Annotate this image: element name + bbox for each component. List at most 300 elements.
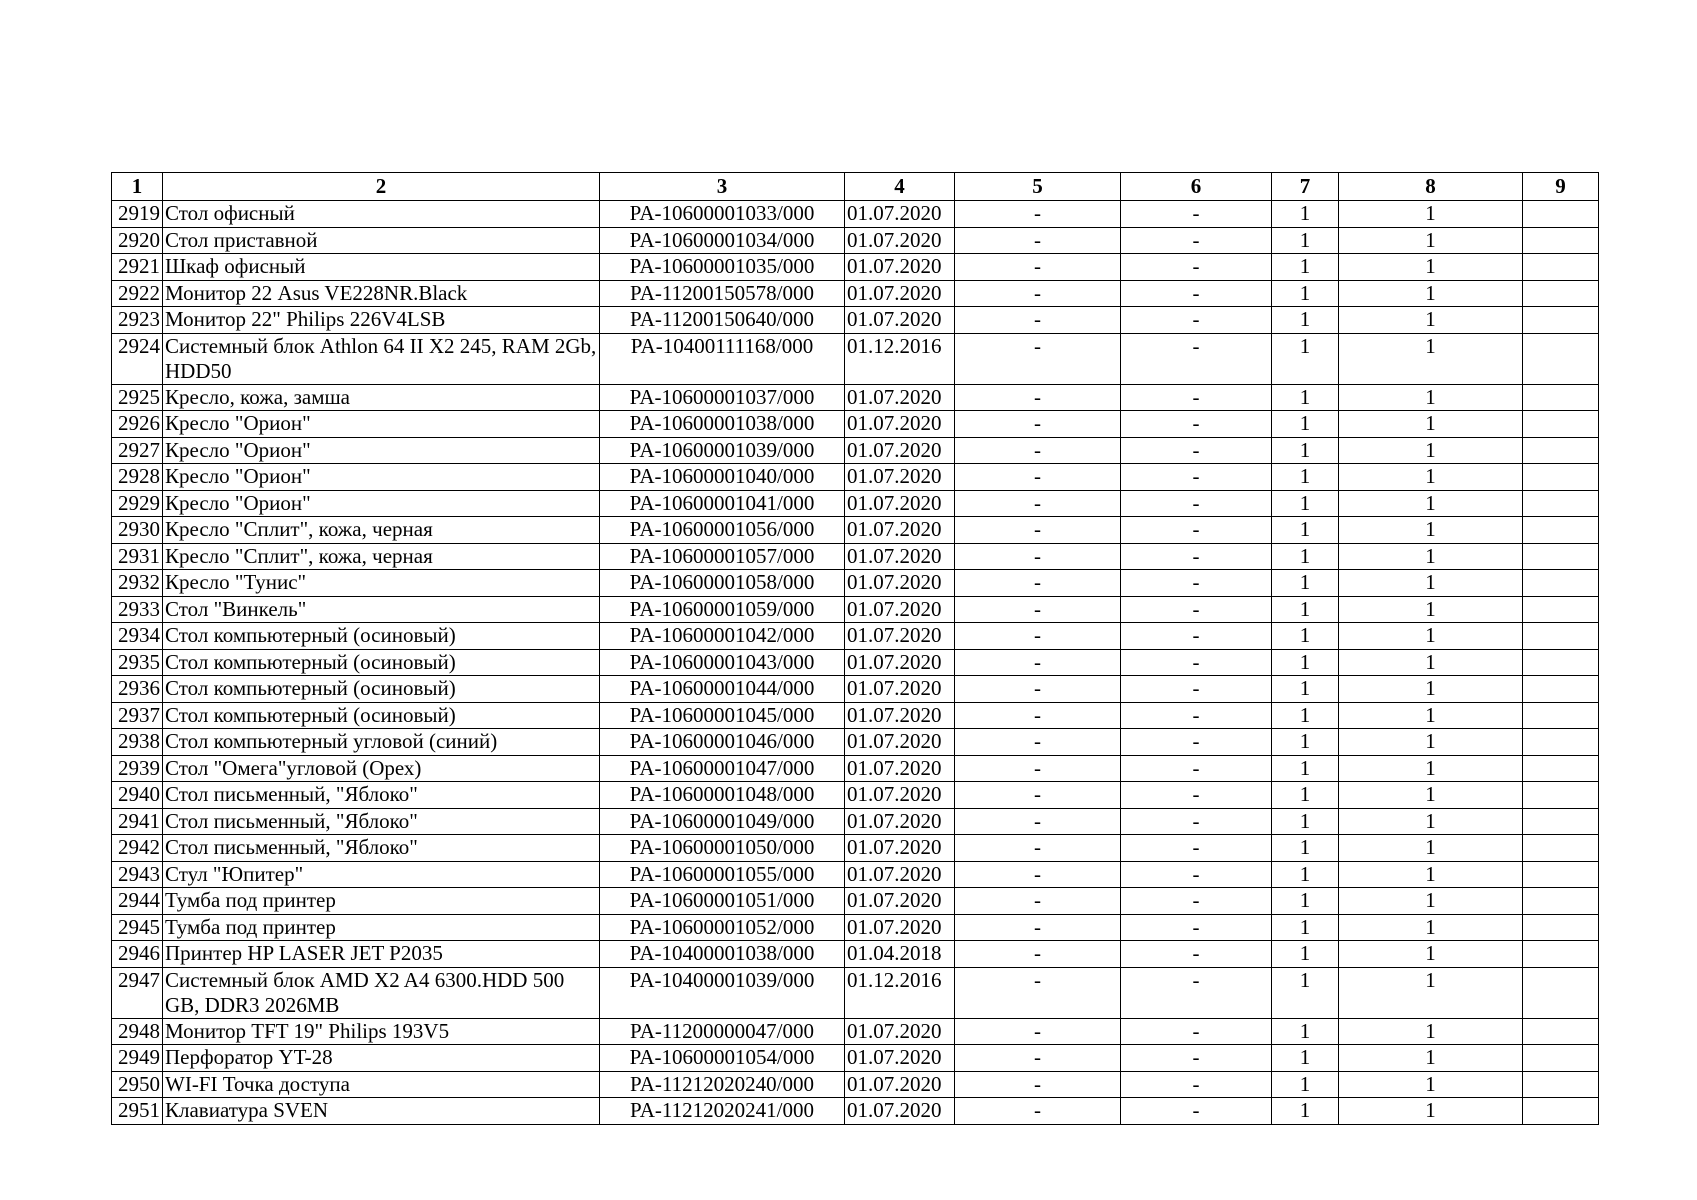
cell-col-8: 1	[1339, 254, 1523, 281]
table-row	[112, 914, 1599, 941]
cell-date: 01.07.2020	[845, 888, 955, 915]
cell-inventory-number: PA-10400001038/000	[600, 941, 845, 968]
cell-col-6: -	[1121, 835, 1272, 862]
cell-col-7: 1	[1272, 861, 1339, 888]
cell-col-7: 1	[1272, 755, 1339, 782]
cell-col-7: 1	[1272, 201, 1339, 228]
cell-date: 01.07.2020	[845, 570, 955, 597]
cell-col-5: -	[955, 782, 1121, 809]
cell-col-5: -	[955, 464, 1121, 491]
cell-date: 01.07.2020	[845, 782, 955, 809]
cell-col-6: -	[1121, 782, 1272, 809]
cell-item-name: Принтер HP LASER JET P2035	[163, 941, 600, 968]
cell-item-name: Стол письменный, "Яблоко"	[163, 835, 600, 862]
table-row	[112, 411, 1599, 438]
cell-inventory-number: PA-10600001046/000	[600, 729, 845, 756]
cell-col-7: 1	[1272, 333, 1339, 384]
cell-col-8: 1	[1339, 333, 1523, 384]
cell-item-name: Кресло, кожа, замша	[163, 384, 600, 411]
cell-col-6: -	[1121, 1071, 1272, 1098]
cell-col-9	[1523, 201, 1599, 228]
cell-row-number: 2933	[112, 596, 163, 623]
cell-col-8: 1	[1339, 411, 1523, 438]
cell-col-6: -	[1121, 967, 1272, 1018]
cell-col-9	[1523, 702, 1599, 729]
table-row	[112, 1018, 1599, 1045]
cell-item-name: Системный блок Athlon 64 II X2 245, RAM 2Gb, HDD50	[163, 333, 600, 384]
cell-col-7: 1	[1272, 888, 1339, 915]
cell-row-number: 2924	[112, 333, 163, 384]
cell-inventory-number: PA-10600001048/000	[600, 782, 845, 809]
cell-col-9	[1523, 411, 1599, 438]
cell-date: 01.07.2020	[845, 755, 955, 782]
cell-date: 01.07.2020	[845, 702, 955, 729]
cell-col-7: 1	[1272, 596, 1339, 623]
cell-row-number: 2929	[112, 490, 163, 517]
cell-inventory-number: PA-11200150640/000	[600, 307, 845, 334]
cell-date: 01.07.2020	[845, 1071, 955, 1098]
cell-item-name: Кресло "Орион"	[163, 490, 600, 517]
cell-col-7: 1	[1272, 623, 1339, 650]
cell-col-5: -	[955, 596, 1121, 623]
cell-col-7: 1	[1272, 437, 1339, 464]
cell-col-7: 1	[1272, 835, 1339, 862]
cell-row-number: 2937	[112, 702, 163, 729]
cell-col-8: 1	[1339, 808, 1523, 835]
cell-row-number: 2951	[112, 1098, 163, 1125]
cell-row-number: 2946	[112, 941, 163, 968]
cell-row-number: 2922	[112, 280, 163, 307]
cell-col-9	[1523, 280, 1599, 307]
cell-item-name: Стол письменный, "Яблоко"	[163, 782, 600, 809]
cell-date: 01.07.2020	[845, 1098, 955, 1125]
cell-row-number: 2925	[112, 384, 163, 411]
cell-col-9	[1523, 437, 1599, 464]
cell-date: 01.07.2020	[845, 517, 955, 544]
cell-col-5: -	[955, 570, 1121, 597]
cell-item-name: Тумба под принтер	[163, 888, 600, 915]
table-row	[112, 280, 1599, 307]
cell-row-number: 2942	[112, 835, 163, 862]
header-cell-7: 7	[1272, 173, 1339, 201]
cell-col-8: 1	[1339, 623, 1523, 650]
cell-item-name: Монитор 22" Philips 226V4LSB	[163, 307, 600, 334]
table-row	[112, 676, 1599, 703]
cell-item-name: Кресло "Орион"	[163, 464, 600, 491]
table-row	[112, 384, 1599, 411]
cell-col-8: 1	[1339, 490, 1523, 517]
cell-col-5: -	[955, 702, 1121, 729]
cell-row-number: 2928	[112, 464, 163, 491]
cell-col-6: -	[1121, 517, 1272, 544]
cell-date: 01.07.2020	[845, 1045, 955, 1072]
cell-col-5: -	[955, 914, 1121, 941]
cell-date: 01.04.2018	[845, 941, 955, 968]
cell-inventory-number: PA-10600001050/000	[600, 835, 845, 862]
table-row	[112, 729, 1599, 756]
cell-col-5: -	[955, 411, 1121, 438]
cell-col-7: 1	[1272, 570, 1339, 597]
cell-col-5: -	[955, 623, 1121, 650]
cell-col-9	[1523, 914, 1599, 941]
cell-inventory-number: PA-10600001042/000	[600, 623, 845, 650]
cell-col-6: -	[1121, 464, 1272, 491]
cell-col-5: -	[955, 333, 1121, 384]
cell-col-5: -	[955, 227, 1121, 254]
cell-inventory-number: PA-10600001035/000	[600, 254, 845, 281]
table-row	[112, 543, 1599, 570]
cell-col-5: -	[955, 517, 1121, 544]
cell-date: 01.07.2020	[845, 861, 955, 888]
cell-col-9	[1523, 1071, 1599, 1098]
cell-row-number: 2950	[112, 1071, 163, 1098]
cell-inventory-number: PA-11200000047/000	[600, 1018, 845, 1045]
cell-col-7: 1	[1272, 914, 1339, 941]
cell-col-7: 1	[1272, 1098, 1339, 1125]
header-cell-2: 2	[163, 173, 600, 201]
header-cell-4: 4	[845, 173, 955, 201]
cell-col-5: -	[955, 201, 1121, 228]
table-row	[112, 861, 1599, 888]
cell-col-7: 1	[1272, 702, 1339, 729]
cell-col-6: -	[1121, 384, 1272, 411]
cell-col-6: -	[1121, 861, 1272, 888]
cell-col-6: -	[1121, 333, 1272, 384]
cell-inventory-number: PA-10600001049/000	[600, 808, 845, 835]
cell-date: 01.07.2020	[845, 543, 955, 570]
table-row	[112, 835, 1599, 862]
cell-col-5: -	[955, 967, 1121, 1018]
cell-col-5: -	[955, 676, 1121, 703]
cell-item-name: Стол компьютерный угловой (синий)	[163, 729, 600, 756]
cell-inventory-number: PA-10600001037/000	[600, 384, 845, 411]
cell-col-5: -	[955, 941, 1121, 968]
cell-col-9	[1523, 861, 1599, 888]
cell-date: 01.07.2020	[845, 835, 955, 862]
cell-col-6: -	[1121, 941, 1272, 968]
cell-item-name: Стол компьютерный (осиновый)	[163, 623, 600, 650]
cell-col-8: 1	[1339, 280, 1523, 307]
cell-col-6: -	[1121, 755, 1272, 782]
cell-col-6: -	[1121, 1098, 1272, 1125]
table-row	[112, 517, 1599, 544]
cell-col-9	[1523, 464, 1599, 491]
header-cell-6: 6	[1121, 173, 1272, 201]
table-row	[112, 782, 1599, 809]
cell-col-9	[1523, 623, 1599, 650]
cell-col-6: -	[1121, 702, 1272, 729]
cell-col-7: 1	[1272, 490, 1339, 517]
cell-col-8: 1	[1339, 227, 1523, 254]
cell-col-7: 1	[1272, 517, 1339, 544]
cell-col-8: 1	[1339, 1071, 1523, 1098]
cell-row-number: 2920	[112, 227, 163, 254]
cell-col-7: 1	[1272, 967, 1339, 1018]
cell-row-number: 2938	[112, 729, 163, 756]
cell-item-name: Кресло "Сплит", кожа, черная	[163, 517, 600, 544]
table-body	[112, 201, 1599, 1125]
cell-date: 01.07.2020	[845, 1018, 955, 1045]
cell-row-number: 2940	[112, 782, 163, 809]
cell-inventory-number: PA-10600001058/000	[600, 570, 845, 597]
header-row	[112, 173, 1599, 201]
cell-item-name: Кресло "Орион"	[163, 437, 600, 464]
cell-col-5: -	[955, 543, 1121, 570]
cell-inventory-number: PA-10600001040/000	[600, 464, 845, 491]
cell-col-6: -	[1121, 914, 1272, 941]
cell-inventory-number: PA-10600001055/000	[600, 861, 845, 888]
cell-date: 01.07.2020	[845, 254, 955, 281]
cell-inventory-number: PA-10600001052/000	[600, 914, 845, 941]
cell-col-9	[1523, 1045, 1599, 1072]
table-row	[112, 254, 1599, 281]
cell-col-8: 1	[1339, 835, 1523, 862]
table-row	[112, 570, 1599, 597]
cell-col-8: 1	[1339, 570, 1523, 597]
header-cell-8: 8	[1339, 173, 1523, 201]
cell-col-6: -	[1121, 729, 1272, 756]
cell-row-number: 2948	[112, 1018, 163, 1045]
table-row	[112, 307, 1599, 334]
cell-col-6: -	[1121, 437, 1272, 464]
cell-col-9	[1523, 835, 1599, 862]
cell-date: 01.07.2020	[845, 227, 955, 254]
cell-date: 01.12.2016	[845, 967, 955, 1018]
table-row	[112, 623, 1599, 650]
cell-item-name: Стол приставной	[163, 227, 600, 254]
table-row	[112, 967, 1599, 1018]
cell-col-5: -	[955, 835, 1121, 862]
cell-col-8: 1	[1339, 307, 1523, 334]
cell-row-number: 2932	[112, 570, 163, 597]
cell-row-number: 2934	[112, 623, 163, 650]
cell-date: 01.07.2020	[845, 729, 955, 756]
cell-col-8: 1	[1339, 729, 1523, 756]
cell-col-7: 1	[1272, 280, 1339, 307]
cell-col-8: 1	[1339, 1045, 1523, 1072]
cell-col-8: 1	[1339, 782, 1523, 809]
cell-col-5: -	[955, 649, 1121, 676]
cell-row-number: 2944	[112, 888, 163, 915]
cell-col-6: -	[1121, 307, 1272, 334]
cell-row-number: 2930	[112, 517, 163, 544]
cell-col-9	[1523, 649, 1599, 676]
cell-col-7: 1	[1272, 254, 1339, 281]
cell-row-number: 2945	[112, 914, 163, 941]
inventory-table	[111, 172, 1599, 1125]
cell-item-name: Стол "Омега"угловой (Орех)	[163, 755, 600, 782]
cell-inventory-number: PA-10600001054/000	[600, 1045, 845, 1072]
cell-col-9	[1523, 808, 1599, 835]
cell-row-number: 2919	[112, 201, 163, 228]
cell-col-5: -	[955, 437, 1121, 464]
cell-item-name: Стол компьютерный (осиновый)	[163, 702, 600, 729]
cell-col-7: 1	[1272, 411, 1339, 438]
cell-col-7: 1	[1272, 543, 1339, 570]
cell-date: 01.07.2020	[845, 623, 955, 650]
cell-date: 01.07.2020	[845, 914, 955, 941]
cell-col-9	[1523, 596, 1599, 623]
cell-inventory-number: PA-10600001057/000	[600, 543, 845, 570]
cell-col-5: -	[955, 729, 1121, 756]
table-row	[112, 596, 1599, 623]
cell-inventory-number: PA-10600001034/000	[600, 227, 845, 254]
cell-inventory-number: PA-10400111168/000	[600, 333, 845, 384]
table-row	[112, 464, 1599, 491]
cell-col-5: -	[955, 755, 1121, 782]
cell-col-5: -	[955, 384, 1121, 411]
cell-col-7: 1	[1272, 941, 1339, 968]
table-row	[112, 702, 1599, 729]
cell-col-8: 1	[1339, 596, 1523, 623]
cell-col-9	[1523, 1098, 1599, 1125]
cell-col-6: -	[1121, 411, 1272, 438]
cell-col-5: -	[955, 808, 1121, 835]
cell-col-8: 1	[1339, 384, 1523, 411]
cell-col-9	[1523, 1018, 1599, 1045]
cell-col-8: 1	[1339, 437, 1523, 464]
cell-col-7: 1	[1272, 1018, 1339, 1045]
cell-date: 01.07.2020	[845, 307, 955, 334]
cell-col-8: 1	[1339, 861, 1523, 888]
cell-col-8: 1	[1339, 914, 1523, 941]
cell-item-name: Кресло "Тунис"	[163, 570, 600, 597]
cell-col-7: 1	[1272, 649, 1339, 676]
cell-row-number: 2921	[112, 254, 163, 281]
cell-col-6: -	[1121, 1018, 1272, 1045]
cell-item-name: Монитор 22 Asus VE228NR.Black	[163, 280, 600, 307]
cell-col-5: -	[955, 307, 1121, 334]
cell-col-7: 1	[1272, 307, 1339, 334]
cell-col-9	[1523, 941, 1599, 968]
cell-row-number: 2923	[112, 307, 163, 334]
cell-date: 01.07.2020	[845, 490, 955, 517]
cell-col-7: 1	[1272, 808, 1339, 835]
cell-inventory-number: PA-10600001045/000	[600, 702, 845, 729]
cell-col-6: -	[1121, 1045, 1272, 1072]
cell-col-9	[1523, 570, 1599, 597]
cell-date: 01.07.2020	[845, 464, 955, 491]
cell-col-8: 1	[1339, 1098, 1523, 1125]
table-row	[112, 941, 1599, 968]
cell-date: 01.07.2020	[845, 437, 955, 464]
cell-item-name: Перфоратор YT-28	[163, 1045, 600, 1072]
cell-col-9	[1523, 967, 1599, 1018]
cell-item-name: Стол офисный	[163, 201, 600, 228]
cell-row-number: 2949	[112, 1045, 163, 1072]
table-row	[112, 649, 1599, 676]
cell-col-9	[1523, 227, 1599, 254]
cell-col-6: -	[1121, 543, 1272, 570]
cell-row-number: 2926	[112, 411, 163, 438]
cell-col-9	[1523, 543, 1599, 570]
header-cell-1: 1	[112, 173, 163, 201]
cell-col-5: -	[955, 490, 1121, 517]
cell-col-8: 1	[1339, 517, 1523, 544]
cell-col-8: 1	[1339, 941, 1523, 968]
cell-item-name: Кресло "Орион"	[163, 411, 600, 438]
cell-col-7: 1	[1272, 1045, 1339, 1072]
cell-col-7: 1	[1272, 384, 1339, 411]
cell-col-9	[1523, 333, 1599, 384]
cell-col-8: 1	[1339, 649, 1523, 676]
cell-row-number: 2941	[112, 808, 163, 835]
table-row	[112, 227, 1599, 254]
cell-col-6: -	[1121, 888, 1272, 915]
cell-item-name: Клавиатура SVEN	[163, 1098, 600, 1125]
cell-inventory-number: PA-11212020240/000	[600, 1071, 845, 1098]
cell-col-8: 1	[1339, 543, 1523, 570]
cell-col-6: -	[1121, 570, 1272, 597]
table-row	[112, 333, 1599, 384]
cell-col-5: -	[955, 888, 1121, 915]
cell-col-6: -	[1121, 649, 1272, 676]
cell-col-5: -	[955, 254, 1121, 281]
cell-item-name: Стул "Юпитер"	[163, 861, 600, 888]
cell-col-5: -	[955, 1018, 1121, 1045]
cell-inventory-number: PA-10600001047/000	[600, 755, 845, 782]
cell-row-number: 2936	[112, 676, 163, 703]
table-row	[112, 1071, 1599, 1098]
cell-col-8: 1	[1339, 676, 1523, 703]
cell-col-9	[1523, 307, 1599, 334]
cell-date: 01.12.2016	[845, 333, 955, 384]
cell-col-9	[1523, 782, 1599, 809]
cell-col-8: 1	[1339, 967, 1523, 1018]
cell-col-9	[1523, 517, 1599, 544]
cell-row-number: 2947	[112, 967, 163, 1018]
cell-inventory-number: PA-10600001056/000	[600, 517, 845, 544]
cell-col-6: -	[1121, 227, 1272, 254]
cell-item-name: Стол компьютерный (осиновый)	[163, 676, 600, 703]
header-cell-3: 3	[600, 173, 845, 201]
cell-date: 01.07.2020	[845, 808, 955, 835]
cell-item-name: Тумба под принтер	[163, 914, 600, 941]
cell-col-7: 1	[1272, 1071, 1339, 1098]
cell-row-number: 2931	[112, 543, 163, 570]
cell-item-name: Стол письменный, "Яблоко"	[163, 808, 600, 835]
cell-col-5: -	[955, 1045, 1121, 1072]
cell-col-7: 1	[1272, 782, 1339, 809]
cell-inventory-number: PA-11212020241/000	[600, 1098, 845, 1125]
cell-date: 01.07.2020	[845, 280, 955, 307]
cell-date: 01.07.2020	[845, 596, 955, 623]
cell-col-6: -	[1121, 254, 1272, 281]
cell-inventory-number: PA-10600001041/000	[600, 490, 845, 517]
header-cell-9: 9	[1523, 173, 1599, 201]
cell-col-6: -	[1121, 596, 1272, 623]
cell-item-name: Монитор TFT 19" Philips 193V5	[163, 1018, 600, 1045]
table-row	[112, 201, 1599, 228]
cell-inventory-number: PA-10600001039/000	[600, 437, 845, 464]
cell-col-9	[1523, 490, 1599, 517]
cell-item-name: WI-FI Точка доступа	[163, 1071, 600, 1098]
cell-col-6: -	[1121, 201, 1272, 228]
cell-row-number: 2943	[112, 861, 163, 888]
cell-col-9	[1523, 729, 1599, 756]
cell-col-9	[1523, 755, 1599, 782]
cell-date: 01.07.2020	[845, 411, 955, 438]
table-row	[112, 437, 1599, 464]
cell-row-number: 2927	[112, 437, 163, 464]
cell-col-8: 1	[1339, 702, 1523, 729]
cell-col-9	[1523, 676, 1599, 703]
cell-col-8: 1	[1339, 1018, 1523, 1045]
cell-col-9	[1523, 384, 1599, 411]
cell-inventory-number: PA-10400001039/000	[600, 967, 845, 1018]
cell-col-5: -	[955, 1071, 1121, 1098]
cell-col-5: -	[955, 1098, 1121, 1125]
